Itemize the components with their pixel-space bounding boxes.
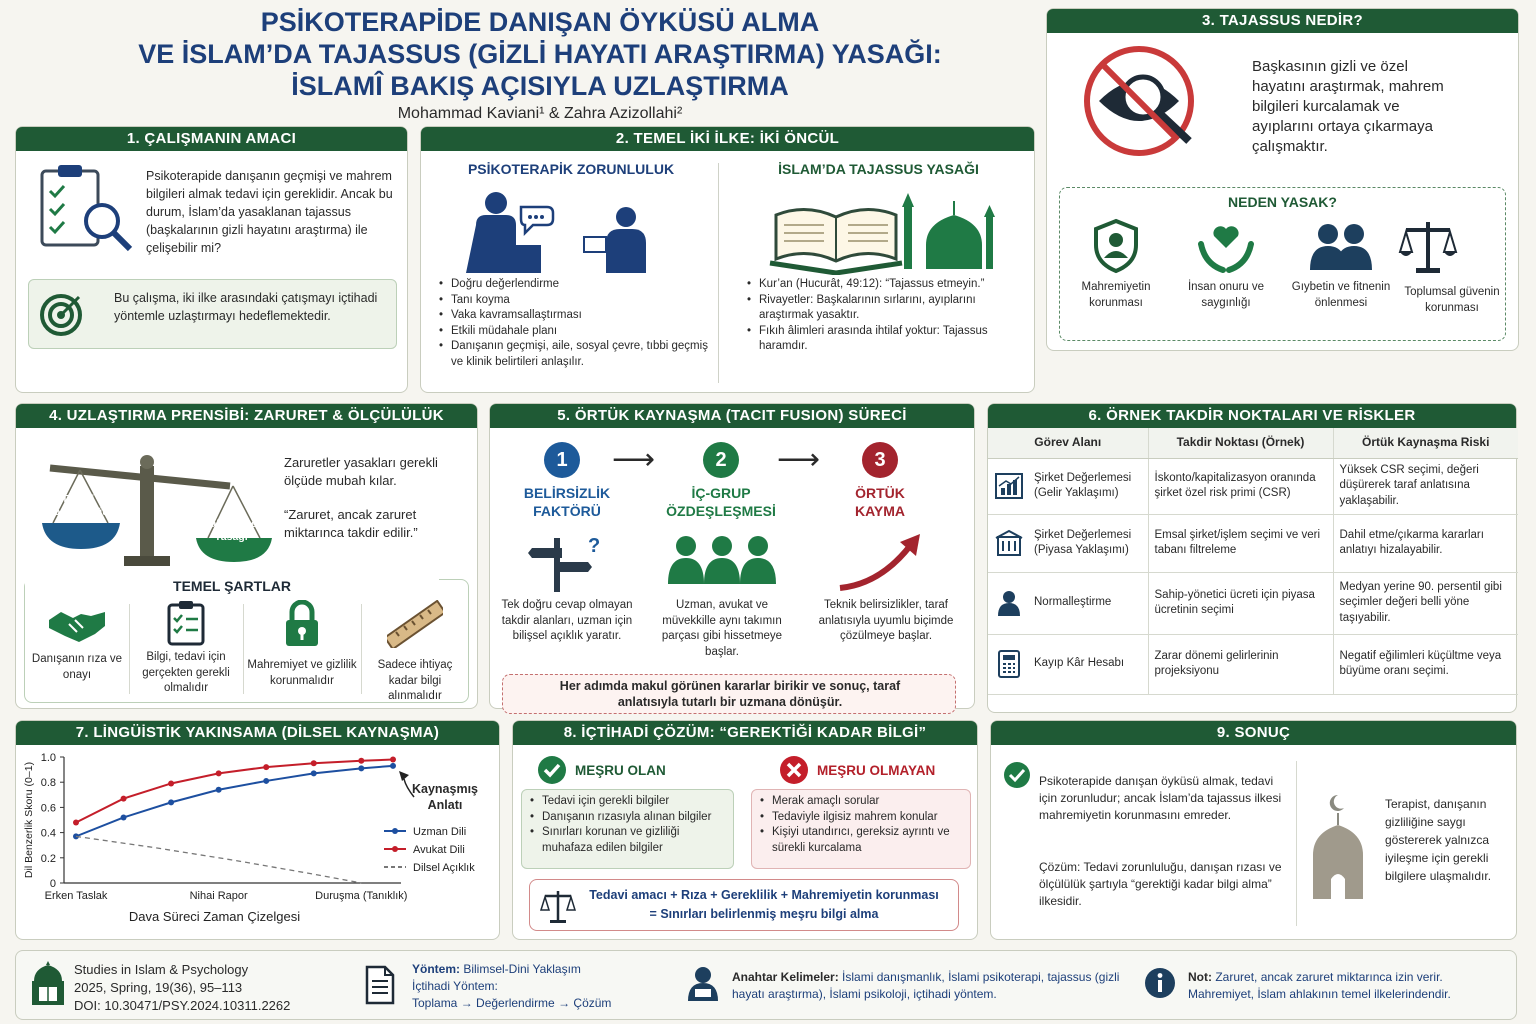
ruler-icon [387,600,443,648]
discretion-point: Emsal şirket/işlem seçimi ve veri tabanı filtreleme [1148,514,1333,572]
legend-label: Dilsel Açıklık [413,862,475,874]
section-header: 5. ÖRTÜK KAYNAŞMA (TACIT FUSION) SÜRECİ [490,404,974,428]
data-point [121,814,127,820]
data-point [263,764,269,770]
people-icon [1308,218,1374,274]
illegitimate-list [760,794,962,856]
divider [361,604,362,694]
fused-narrative-annotation: Kaynaşmış Anlatı [411,782,478,812]
legitimate-title: MEŞRU OLAN [575,762,666,778]
table-row [988,634,1518,694]
condition-item [363,600,467,705]
pan-left-label: Tedavi Zorunluluğu [47,493,109,518]
data-point [358,765,364,771]
necessity-rule: Zaruretler yasakları gerekli ölçüde mubah kılar. [284,455,438,488]
condition-item [27,602,127,683]
step-title: BELİRSİZLİK FAKTÖRÜ [523,485,611,519]
upward-curve-arrow-icon [836,532,926,592]
legend-label: Avukat Dili [413,844,465,856]
keywords-label: Anahtar Kelimeler: [732,970,839,984]
reason-item [1398,218,1506,316]
legitimate-item: • Tedavi için gerekli bilgiler [530,794,725,810]
y-axis-title: Dil Benzerlik Skoru (0–1) [23,761,35,879]
condition-item [245,600,359,689]
right-item: • Fıkıh âlimleri arasında ihtilaf yoktur: Tajassus haramdır. [747,324,1017,355]
mosque-dome-icon [1307,791,1369,901]
conditions-box [24,579,469,703]
series-line-2 [76,836,361,883]
column-header: Görev Alanı [988,428,1148,458]
title-line-1: PSİKOTERAPİDE DANIŞAN ÖYKÜSÜ ALMA [260,7,820,37]
table-row [988,514,1518,572]
right-principle-title: İSLAM’DA TAJASSUS YASAĞI [778,161,979,177]
summary-text: Her adımda makul görünen kararlar birikir ve sonuç, taraf anlatısıyla tutarlı bir uzmana dönüşür. [559,679,901,709]
quran-mosque-icon [766,185,1006,275]
lock-icon [282,600,322,648]
task-area: Kayıp Kâr Hesabı [1034,657,1125,670]
illegitimate-item: • Kişiyi utandırıcı, gereksiz ayrıntı ve sürekli kurcalama [760,825,962,856]
section-two-principles [420,126,1035,393]
poster-title [40,6,1040,124]
journal-name: Studies in Islam & Psychology [74,962,249,977]
right-principle-list [747,277,1017,355]
section-header: 2. TEMEL İKİ İLKE: İKİ ÖNCÜL [421,127,1034,151]
section-discretion-points [987,403,1517,713]
condition-label: Sadece ihtiyaç kadar bilgi alınmalıdır [377,659,453,702]
journal-issue: 2025, Spring, 19(36), 95–113 [74,980,243,995]
chart-icon [994,472,1024,500]
check-circle-icon [1003,761,1031,789]
legitimate-list [530,794,725,856]
goal-text: Bu çalışma, iki ilke arasındaki çatışmayı içtihadi yöntemle uzlaştırmayı hedeflemektedir. [114,291,378,323]
scales-icon [540,888,576,924]
step-arrow: ⟶ [777,443,821,476]
reason-item [1282,218,1400,311]
condition-label: Bilgi, tedavi için gerçekten gerekli olmalıdır [142,651,230,694]
why-title: NEDEN YASAK? [1228,194,1337,210]
reason-label: İnsan onuru ve saygınlığı [1187,281,1265,309]
legitimate-item: • Sınırları korunan ve gizliliği muhafaza edilen bilgiler [530,825,725,856]
mosque-book-icon [30,959,66,1007]
section-header: 3. TAJASSUS NEDİR? [1047,9,1518,33]
group-icon [666,534,778,586]
footer [15,950,1517,1020]
left-principle-list [439,277,709,370]
summary-box [502,674,956,714]
divider [129,604,130,694]
series-line-1 [76,760,393,823]
section-tajassus-definition [1046,8,1519,351]
legend-marker [392,828,398,834]
info-icon [1144,967,1176,999]
data-point [263,778,269,784]
illegitimate-item: • Tedaviyle ilgisiz mahrem konular [760,810,962,826]
data-point [216,787,222,793]
y-tick-label: 0.2 [40,852,56,865]
keywords [732,969,1132,1003]
left-item: • Vaka kavramsallaştırması [439,308,709,324]
no-spying-icon [1077,43,1207,161]
step-arrow: ⟶ [612,443,656,476]
data-point [390,757,396,763]
step-description: Uzman, avukat ve müvekkille aynı takımın parçası gibi hissetmeye başlar. [661,599,783,658]
reason-label: Mahremiyetin korunması [1081,281,1151,309]
section-header: 6. ÖRNEK TAKDİR NOKTALARI VE RİSKLER [988,404,1516,428]
ijtihad-method-label: İçtihadi Yöntem: [412,979,498,993]
therapy-session-icon [456,185,661,275]
legend-marker [392,846,398,852]
left-item: • Danışanın geçmişi, aile, sosyal çevre, tıbbi geçmiş ve klinik belirtileri anlaşılır. [439,339,709,370]
condition-label: Danışanın rıza ve onayı [31,653,123,681]
illegitimate-block [751,755,971,869]
title-line-2: VE İSLAM’DA TAJASSUS (GİZLİ HAYATI ARAŞTIRMA) YASAĞI: [138,39,942,69]
legitimate-item: • Danışanın rızasıyla alınan bilgiler [530,810,725,826]
person-icon [994,589,1024,617]
check-circle-icon [537,755,567,785]
section-header: 9. SONUÇ [991,721,1516,745]
conclusion-side-note: Terapist, danışanın gizliliğine saygı göstererek yalnızca iyileşme için gerekli bilgilere ulaşmalıdır. [1385,797,1492,883]
keywords-value: İslami danışmanlık, İslami psikoterapi, tajassus (gizli hayatı araştırma), İslami psikoloji, içtihadi yöntem. [732,970,1120,1001]
y-tick-label: 0.4 [40,827,56,840]
section-linguistic-convergence [15,720,500,940]
target-icon [39,293,83,337]
discretion-point: İskonto/kapitalizasyon oranında şirket özel risk primi (CSR) [1148,458,1333,514]
method-line [412,961,581,977]
right-item: • Kur’an (Hucurât, 49:12): “Tajassus etmeyin.” [747,277,1017,293]
formula-line-2: = Sınırları belirlenmiş meşru bilgi alma [649,907,879,921]
pan-right-label: Mahremiyet Yasağı [201,518,261,543]
conditions-title: TEMEL ŞARTLAR [25,578,439,594]
checklist-icon [166,600,206,646]
reason-item [1172,218,1280,311]
signpost-icon [528,532,608,592]
x-tick-label: Duruşma (Tanıklık) [315,890,408,902]
conclusion-paragraph-1: Psikoterapide danışan öyküsü almak, tedavi için zorunludur; ancak İslam’da tajassus ilkesi mahremiyetin korunmasını emreder. [1039,774,1282,822]
task-area: Şirket Değerlemesi (Gelir Yaklaşımı) [1034,471,1132,499]
fusion-risk: Yüksek CSR seçimi, değeri düşürerek taraf anlatısına yaklaşabilir. [1333,458,1518,514]
note-value: Zaruret, ancak zaruret miktarınca izin verir. Mahremiyet, İslam ahlakının temel ilkelerindendir. [1188,970,1451,1001]
section-tacit-fusion [489,403,975,709]
step-title: ÖRTÜK KAYMA [854,485,906,519]
table-row [988,572,1518,634]
discretion-point: Sahip-yönetici ücreti için piyasa ücretinin seçimi [1148,572,1333,634]
reader-icon [686,965,720,1003]
note-label: Not: [1188,970,1212,984]
necessity-measure-rule: “Zaruret, ancak zaruret miktarınca takdir edilir.” [284,507,418,540]
step-number: 1 [556,449,568,471]
task-area: Şirket Değerlemesi (Piyasa Yaklaşımı) [1034,528,1132,556]
right-item: • Rivayetler: Başkalarının sırlarını, ayıplarını araştırmak yasaktır. [747,293,1017,324]
ijtihad-steps: Toplama → Değerlendirme → Çözüm [412,996,612,1010]
column-header: Örtük Kaynaşma Riski [1333,428,1518,458]
step-number: 3 [874,449,886,471]
data-point [311,770,317,776]
left-item: • Tanı koyma [439,293,709,309]
column-header: Takdir Noktası (Örnek) [1148,428,1333,458]
illegitimate-title: MEŞRU OLMAYAN [817,762,936,778]
section-ijtihad-solution [512,720,978,940]
legend-label: Uzman Dili [413,826,467,838]
conclusion-paragraph-2: Çözüm: Tedavi zorunluluğu, danışan rızası ve ölçülülük şartıyla “gerektiği kadar bilgi alma” ilkesidir. [1039,860,1282,908]
building-icon [994,529,1024,557]
divider [243,604,244,694]
goal-box [28,279,397,349]
formula-line-1: Tedavi amacı + Rıza + Gereklilik + Mahremiyetin korunması [589,888,939,902]
divider [718,163,719,383]
section-header: 8. İÇTİHADİ ÇÖZÜM: “GEREKTİĞİ KADAR BİLGİ” [513,721,977,745]
step-title: İÇ-GRUP ÖZDEŞLEŞMESİ [666,485,776,519]
divider [1296,761,1297,926]
calculator-icon [994,649,1024,679]
x-tick-label: Erken Taslak [44,890,108,902]
section-aim [15,126,408,393]
illegitimate-item: • Merak amaçlı sorular [760,794,962,810]
method-value: Bilimsel-Dini Yaklaşım [463,962,581,976]
task-area: Normalleştirme [1034,596,1112,609]
y-tick-label: 0.8 [40,777,56,790]
definition-text: Başkasının gizli ve özel hayatını araştırmak, mahrem bilgileri kurcalamak ve ayıplarını ortaya çıkarmaya çalışmaktır. [1252,58,1444,155]
formula-box [529,879,959,931]
shield-person-icon [1090,218,1142,274]
clipboard-search-icon [36,161,136,257]
legitimate-block [521,755,734,869]
condition-label: Mahremiyet ve gizlilik korunmalıdır [247,659,357,687]
section-conclusion [990,720,1517,940]
data-point [216,770,222,776]
condition-item [131,600,241,697]
step-description: Teknik belirsizlikler, taraf anlatısıyla uyumlu biçimde çözülmeye başlar. [818,599,954,642]
authors: Mohammad Kaviani¹ & Zahra Azizollahi² [397,105,683,122]
step-number-badge [862,442,898,478]
left-principle-title: PSİKOTERAPİK ZORUNLULUK [467,161,675,177]
heart-hands-icon [1197,218,1255,274]
document-icon [364,965,396,1005]
data-point [168,799,174,805]
y-tick-label: 0 [49,878,56,890]
cross-circle-icon [779,755,809,785]
fusion-risk: Negatif eğilimleri küçültme veya büyüme oranı seçimi. [1333,634,1518,694]
step-description: Tek doğru cevap olmayan takdir alanları, uzman için bilişsel açıklık yaratır. [501,599,633,642]
step-number-badge [544,442,580,478]
discretion-point: Zarar dönemi gelirlerinin projeksiyonu [1148,634,1333,694]
section-header: 1. ÇALIŞMANIN AMACI [16,127,407,151]
y-tick-label: 0.6 [40,802,56,815]
data-point [311,760,317,766]
left-item: • Doğru değerlendirme [439,277,709,293]
svg-text:?: ? [588,535,601,557]
data-point [390,763,396,769]
data-point [358,758,364,764]
data-point [168,780,174,786]
method-label: Yöntem: [412,962,460,976]
y-tick-label: 1.0 [40,752,56,764]
x-axis-title: Dava Süreci Zaman Çizelgesi [128,909,301,924]
step-number: 2 [715,449,727,471]
reason-label: Toplumsal güvenin korunması [1404,286,1500,314]
step-number-badge [703,442,739,478]
reason-item [1062,218,1170,311]
linguistic-convergence-chart [16,747,501,941]
doi: DOI: 10.30471/PSY.2024.10311.2262 [74,998,291,1013]
table-row [988,458,1518,514]
x-tick-label: Nihai Rapor [189,890,248,902]
title-line-3: İSLAMÎ BAKIŞ AÇISIYLA UZLAŞTIRMA [291,71,789,101]
fusion-risk: Medyan yerine 90. persentil gibi seçimler değeri belli yöne taşıyabilir. [1333,572,1518,634]
why-forbidden-box [1059,187,1506,341]
fusion-risk: Dahil etme/çıkarma kararları anlatıyı hizalayabilir. [1333,514,1518,572]
section-header: 4. UZLAŞTIRMA PRENSİBİ: ZARURET & ÖLÇÜLÜLÜK [16,404,477,428]
scales-icon [1398,218,1458,274]
left-item: • Etkili müdahale planı [439,324,709,340]
risk-table [988,428,1518,695]
data-point [121,796,127,802]
note [1188,969,1508,1003]
section-reconciliation [15,403,478,709]
reason-label: Gıybetin ve fitnenin önlenmesi [1291,281,1391,309]
section-header: 7. LİNGÜİSTİK YAKINSAMA (DİLSEL KAYNAŞMA) [16,721,499,745]
data-point [73,820,79,826]
handshake-icon [45,602,109,646]
aim-text: Psikoterapide danışanın geçmişi ve mahrem bilgileri almak tedavi için gereklidir. Ancak bu durum, İslam’da yasaklanan tajassus (başkalarının gizli hayatını araştırma) ile çelişebilir mi? [146,169,393,255]
